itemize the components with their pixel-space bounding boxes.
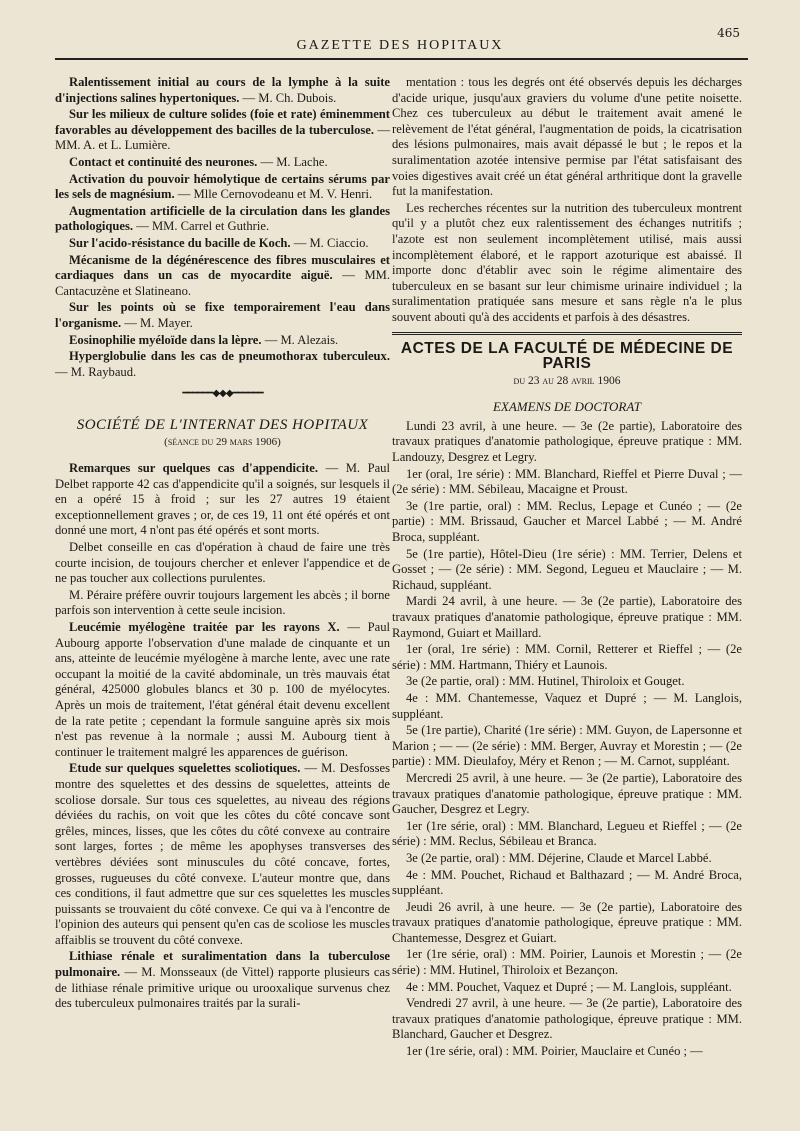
exam-schedule [392,419,742,1060]
communication-item-text: — M. Ch. Dubois. [239,90,337,105]
header-rule [55,58,748,60]
actes-title: ACTES DE LA FACULTÉ DE MÉDECINE DE PARIS [400,339,734,373]
exam-entry: 1er (1re série, oral) : MM. Blanchard, Legueu et Rieffel ; — (2e série) : MM. Reclus, Sébileau et Branca. [392,818,742,849]
report-paragraph-heading: Remarques sur quelques cas d'appendicite. [69,461,319,476]
section-date: (séance du 29 mars 1906) [164,436,281,449]
report-paragraph [55,620,390,760]
report-paragraph [55,761,390,948]
report-paragraph-heading: Lithiase rénale et suralimentation dans la tuberculose pulmonaire. [55,949,390,980]
communication-item-text: — M. Lache. [257,154,328,169]
exam-entry: Vendredi 27 avril, à une heure. — 3e (2e partie), Laboratoire des travaux pratiques d'anatomie pathologique, épreuve pratique : MM. Blanchard, Gaucher et Desgrez. [392,996,742,1042]
report-paragraph-text: — M. Paul Delbet rapporte 42 cas d'appendicite qu'il a soignés, sur lesquels il en a opéré 15 à froid ; sur les 27 autres 19 étaient exceptionnellement graves ; or, de ces 19, 11 ont été opérés et ont donné une mort, 4 n'ont pas été opérés et sont morts. [55,461,390,538]
exam-entry: 1er (1re série, oral) : MM. Poirier, Launois et Morestin ; — (2e série) : MM. Hutinel, Thiroloix et Bezançon. [392,947,742,978]
exam-entry: 3e (1re partie, oral) : MM. Reclus, Lepage et Cunéo ; — (2e partie) : MM. Brissaud, Gaucher et Marcel Labbé ; — M. André Broca, suppléant. [392,498,742,545]
communication-item-heading: Sur l'acido-résistance du bacille de Koch. [69,235,291,250]
communication-item-heading: Sur les points où se fixe temporairement l'eau dans l'organisme. [55,300,390,330]
communication-item [55,172,390,203]
communication-item-text: — MM. A. et L. Lumière. [55,122,390,153]
article-paragraph: Les recherches récentes sur la nutrition des tuberculeux montrent qu'il y a plutôt chez eux ralentissement des échanges nutritifs ; l'azote est non seulement incomplètement utilisé, mais aussi incomplètement élaboré, et le rapport azoturique est abaissé. Il importe donc d'établir avec soin le régime alimentaire des tuberculeux en se basant sur leur chimisme urinaire individuel ; la suralimentation pratiquée sans mesure et sans règle n'a le plus souvent abouti qu'à des accidents et parfois à des désastres. [392,200,742,324]
section-rule [392,332,742,335]
report-paragraph-text: Delbet conseille en cas d'opération à chaud de faire une très courte incision, de toujours chercher et enlever l'appendice et de ne pas toucher aux collections purulentes. [55,540,390,586]
exam-entry: 5e (1re partie), Hôtel-Dieu (1re série) : MM. Terrier, Delens et Gosset ; — (2e série) : MM. Segond, Legueu et Mauclaire ; — M. Richaud, suppléant. [392,546,742,592]
communication-item-heading: Ralentissement initial au cours de la lymphe à la suite d'injections salines hypertoniques. [55,75,390,105]
communication-item-heading: Activation du pouvoir hémolytique de certains sérums par les sels de magnésium. [55,171,390,202]
communications-list [55,75,390,380]
communication-item [55,236,390,252]
exam-title: EXAMENS DE DOCTORAT [492,399,642,415]
report-paragraph-text: — M. Monsseaux (de Vittel) rapporte plusieurs cas de lithiase rénale primitive urique ou urooxalique survenus chez des tuberculeux pulmonaires traités par la surali- [55,965,390,1011]
section-title: SOCIÉTÉ DE L'INTERNAT DES HOPITAUX [76,416,369,433]
communication-item-text: — Mlle Cernovodeanu et M. V. Henri. [174,187,373,202]
exam-entry: 4e : MM. Pouchet, Vaquez et Dupré ; — M. Langlois, suppléant. [406,979,732,994]
report-paragraph-text: — Paul Aubourg apporte l'observation d'une malade de cinquante et un ans, atteinte de leucémie myélogène à marche lente, avec une rate occupant la moitié de la cavité abdominale, un très mauvais état général, 425000 globules blancs et 30 p. 100 de myélocytes. Après un mois de traitement, l'état général était devenu excellent de la rate petite ; cependant la formule sanguine après six mois n'est pas revenue à la normale ; aussi M. Aubourg tient à continuer le traitement malgré les apparences de guérison. [55,620,390,759]
report-paragraph [55,588,390,619]
exam-entry: Mercredi 25 avril, à une heure. — 3e (2e partie), Laboratoire des travaux pratiques d'anatomie pathologique, épreuve pratique : MM. Gaucher, Desgrez et Legry. [392,770,742,817]
exam-entry: 3e (2e partie, oral) : MM. Déjerine, Claude et Marcel Labbé. [406,850,712,865]
exam-entry: 1er (oral, 1re série) : MM. Blanchard, Rieffel et Pierre Duval ; — (2e série) : MM. Sébileau, Macaigne et Proust. [392,466,742,497]
report-paragraph-heading: Etude sur quelques squelettes scoliotiques. [69,761,301,776]
continued-article [392,75,742,326]
report-paragraph-heading: Leucémie myélogène traitée par les rayons X. [69,620,340,634]
communication-item-text: — MM. Cantacuzène et Slatineano. [55,268,390,298]
page-number: 465 [717,26,740,40]
report-paragraph-text: M. Péraire préfère ouvrir toujours largement les abcès ; il borne parfois son intervention à cette seule incision. [55,587,390,618]
communication-item [55,253,390,300]
exam-entry: Mardi 24 avril, à une heure. — 3e (2e partie), Laboratoire des travaux pratiques d'anatomie pathologique, épreuve pratique : MM. Raymond, Guiart et Maillard. [392,594,742,640]
communication-item-heading: Contact et continuité des neurones. [69,154,258,169]
communication-item-heading: Augmentation artificielle de la circulation dans les glandes pathologiques. [55,203,390,234]
communication-item-heading: Hyperglobulie dans les cas de pneumothorax tuberculeux. [69,349,390,364]
communication-item-heading: Mécanisme de la dégénérescence des fibres musculaires et cardiaques dans un cas de myocardite aiguë. [55,252,390,283]
society-reports [55,461,390,1012]
right-column [392,75,742,1061]
exam-entry: 1er (1re série, oral) : MM. Poirier, Mauclaire et Cunéo ; — [406,1044,703,1059]
left-column [55,75,390,1013]
exam-entry: Lundi 23 avril, à une heure. — 3e (2e partie), Laboratoire des travaux pratiques d'anatomie pathologique, épreuve pratique : MM. Landouzy, Desgrez et Legry. [392,418,742,465]
report-paragraph-text: — M. Desfosses montre des squelettes et des dessins de squelettes, atteints de scoliose dorsale. Sur tous ces squelettes, au niveau des régions déviées du rachis, on voit que les côtes du côté concave sont grêles, minces, lisses, que les côtes du côté convexe au contraire sont larges, fortes ; de même les apophyses transverses des vertèbres déviées sont minuscules du côté concave, fortes, grosses, rugueuses du côté convexe. L'auteur montre que, dans ces conditions, il faut admettre que sur ces squelettes les muscles puissants se trouvaient du côté convexe. Ce qui va à l'encontre de l'opinion des auteurs qui pensent qu'en cas de scoliose les muscles affaiblis se trouvent du côté convexe. [55,761,390,947]
ornament-divider: ━━━━━━◆◆◆━━━━━━ [182,388,263,400]
report-paragraph [55,949,390,1011]
exam-entry: 4e : MM. Pouchet, Richaud et Balthazard ; — M. André Broca, suppléant. [392,867,742,898]
communication-item [55,155,390,171]
communication-item [55,75,390,106]
communication-item-text: — M. Mayer. [121,315,193,330]
communication-item [55,333,390,349]
communication-item-text: — M. Raybaud. [55,364,137,379]
exam-entry: 5e (1re partie), Charité (1re série) : MM. Guyon, de Lapersonne et Marion ; — — (2e série) : MM. Berger, Auvray et Morestin ; — (2e partie) : MM. Dieulafoy, Méry et Renon ; — M. Carnot, suppléant. [392,723,742,769]
communication-item [55,204,390,235]
page-header-title: GAZETTE DES HOPITAUX [296,38,504,53]
exam-entry: 4e : MM. Chantemesse, Vaquez et Dupré ; — M. Langlois, suppléant. [392,690,742,721]
communication-item-text: — MM. Carrel et Guthrie. [133,219,270,234]
communication-item-heading: Sur les milieux de culture solides (foie et rate) éminemment favorables au développement des bacilles de la tuberculose. [55,107,390,137]
report-paragraph [55,540,390,587]
exam-entry: Jeudi 26 avril, à une heure. — 3e (2e partie), Laboratoire des travaux pratiques d'anatomie pathologique, épreuve pratique : MM. Chantemesse, Desgrez et Guiart. [392,899,742,945]
actes-date-range: du 23 au 28 avril 1906 [513,374,621,387]
exam-entry: 3e (2e partie, oral) : MM. Hutinel, Thiroloix et Gouget. [406,674,685,689]
communication-item [55,300,390,331]
article-paragraph: mentation : tous les degrés ont été observés depuis les décharges d'acide urique, jusqu'aux graviers du volume d'une petite noisette. Chez ces tuberculeux au début le traitement avait amené le relèvement de l'état général, l'augmentation de poids, la cicatrisation des lésions pulmonaires, mais avait dépassé le but ; le repos et la suralimentation azotée intensive permise par l'état satisfaisant des voies digestives avait créé un état général arthritique dont la gravelle fut la manifestation. [392,75,742,199]
communication-item-text: — M. Alezais. [261,332,339,347]
communication-item-text: — M. Ciaccio. [290,235,369,250]
report-paragraph [55,461,390,539]
exam-entry: 1er (oral, 1re série) : MM. Cornil, Retterer et Rieffel ; — (2e série) : MM. Hartmann, Thiéry et Launois. [392,642,742,672]
communication-item-heading: Eosinophilie myéloïde dans la lèpre. [69,332,262,347]
communication-item [55,349,390,380]
communication-item [55,107,390,154]
